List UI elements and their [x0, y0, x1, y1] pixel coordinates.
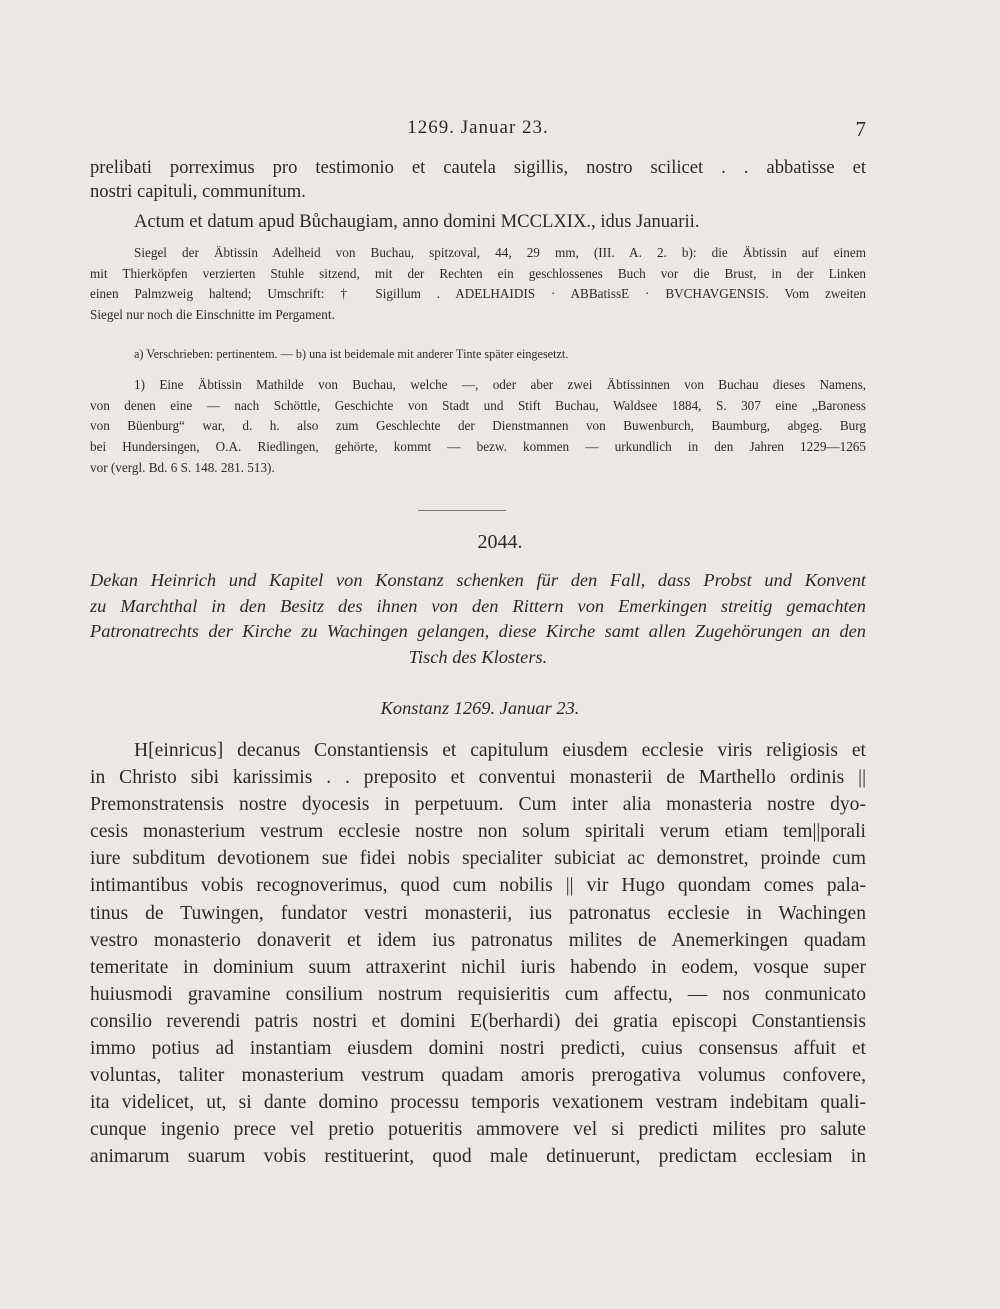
variant-line: a) Verschrieben: pertinentem. — b) una ist beidemale mit anderer Tinte später eingesetzt. [134, 347, 569, 361]
title-line: Dekan Heinrich und Kapitel von Konstanz schenken für den Fall, dass Probst und Konvent [90, 570, 866, 590]
seal-line: Siegel der Äbtissin Adelheid von Buchau, spitzoval, 44, 29 mm, (III. A. 2. b): die Äbtissin auf einem [134, 245, 866, 260]
body-line: tinus de Tuwingen, fundator vestri monasterii, ius patronatus ecclesie in Wachingen [90, 902, 866, 924]
title-line: zu Marchthal in den Besitz des ihnen von den Rittern von Emerkingen streitig gemachten [90, 595, 866, 616]
body-line: iure subditum devotionem sue fidei nobis specialiter subiciat ac demonstret, proinde cum [90, 848, 866, 870]
body-line: huiusmodi gravamine consilium nostrum requisieritis cum affectu, — nos conmunicato [90, 983, 866, 1005]
text-line: nostri capituli, communitum. [90, 181, 306, 202]
body-line: animarum suarum vobis restituerint, quod male detinuerunt, predictam ecclesiam in [90, 1146, 866, 1168]
seal-line: mit Thierköpfen verzierten Stuhle sitzend, mit der Rechten ein geschlossenes Buch vor die Brust, in der Linken [90, 265, 866, 281]
footnote [90, 375, 866, 478]
footnote-line: von denen eine — nach Schöttle, Geschichte von Stadt und Stift Buchau, Waldsee 1884, S. 307 eine „Baroness [90, 397, 866, 413]
body-line: Premonstratensis nostre dyocesis in perpetuum. Cum inter alia monasteria nostre dyo- [90, 794, 866, 816]
footnote-line: vor (vergl. Bd. 6 S. 148. 281. 513). [90, 459, 275, 475]
footnote-line: 1) Eine Äbtissin Mathilde von Buchau, welche —, oder aber zwei Äbtissinnen von Buchau dieses Namens, [134, 377, 866, 392]
document-number: 2044. [477, 531, 523, 553]
actum-line: Actum et datum apud Bůchaugiam, anno domini MCCLXIX., idus Januarii. [134, 211, 700, 232]
body-line: temeritate in dominium suum attraxerint nichil iuris habendo in eodem, vosque super [90, 956, 866, 978]
footnote-line: bei Hundersingen, O.A. Riedlingen, gehörte, kommt — bezw. kommen — urkundlich in den Jahren 1229—1265 [90, 439, 866, 455]
page-number: 7 [855, 117, 866, 141]
body-line: H[einricus] decanus Constantiensis et capitulum eiusdem ecclesie viris religiosis et [134, 740, 866, 761]
seal-line: Siegel nur noch die Einschnitte im Pergament. [90, 307, 335, 323]
title-line: Tisch des Klosters. [408, 646, 548, 667]
running-header [90, 117, 866, 141]
document-body [90, 737, 866, 1171]
previous-document-ending [90, 156, 866, 234]
body-line: ita videlicet, ut, si dante domino processu temporis vexationem vestram indebitam quali- [90, 1092, 866, 1114]
body-line: in Christo sibi karissimis . . preposito et conventui monasterii de Marthello ordinis || [90, 767, 866, 789]
body-line: voluntas, taliter monasterium vestrum quadam amoris prerogativa volumus confovere, [90, 1065, 866, 1087]
seal-description [90, 243, 866, 326]
place-date: Konstanz 1269. Januar 23. [380, 698, 580, 718]
header-date: 1269. Januar 23. [407, 117, 549, 138]
body-line: cesis monasterium vestrum ecclesie nostre non solum spiritali verum etiam tem||porali [90, 821, 866, 843]
title-line: Patronatrechts der Kirche zu Wachingen gelangen, diese Kirche samt allen Zugehörungen an den [90, 621, 866, 641]
body-line: consilio reverendi patris nostri et domini E(berhardi) dei gratia episcopi Constantiensis [90, 1010, 866, 1032]
text-line: prelibati porreximus pro testimonio et cautela sigillis, nostro scilicet . . abbatisse et [90, 157, 866, 178]
footnote-line: von Büenburg“ war, d. h. also zum Geschlechte der Dienstmannen von Buwenburch, Baumburg, abgeg. Burg [90, 418, 866, 434]
body-line: immo potius ad instantiam eiusdem domini nostri predicti, cuius consensus affuit et [90, 1038, 866, 1060]
body-line: cunque ingenio prece vel pretio potueritis ammovere vel si predicti milites pro salute [90, 1119, 866, 1141]
body-line: intimantibus vobis recognoverimus, quod cum nobilis || vir Hugo quondam comes pala- [90, 875, 866, 897]
variant-note [90, 345, 866, 363]
body-line: vestro monasterio donaverit et idem ius patronatus milites de Anemerkingen quadam [90, 929, 866, 951]
section-divider [418, 510, 506, 511]
seal-line: einen Palmzweig haltend; Umschrift: † Sigillum . ADELHAIDIS · ABBatissE · BVCHAVGENSIS. Vom zweiten [90, 286, 866, 302]
document-regest-title [90, 568, 866, 670]
